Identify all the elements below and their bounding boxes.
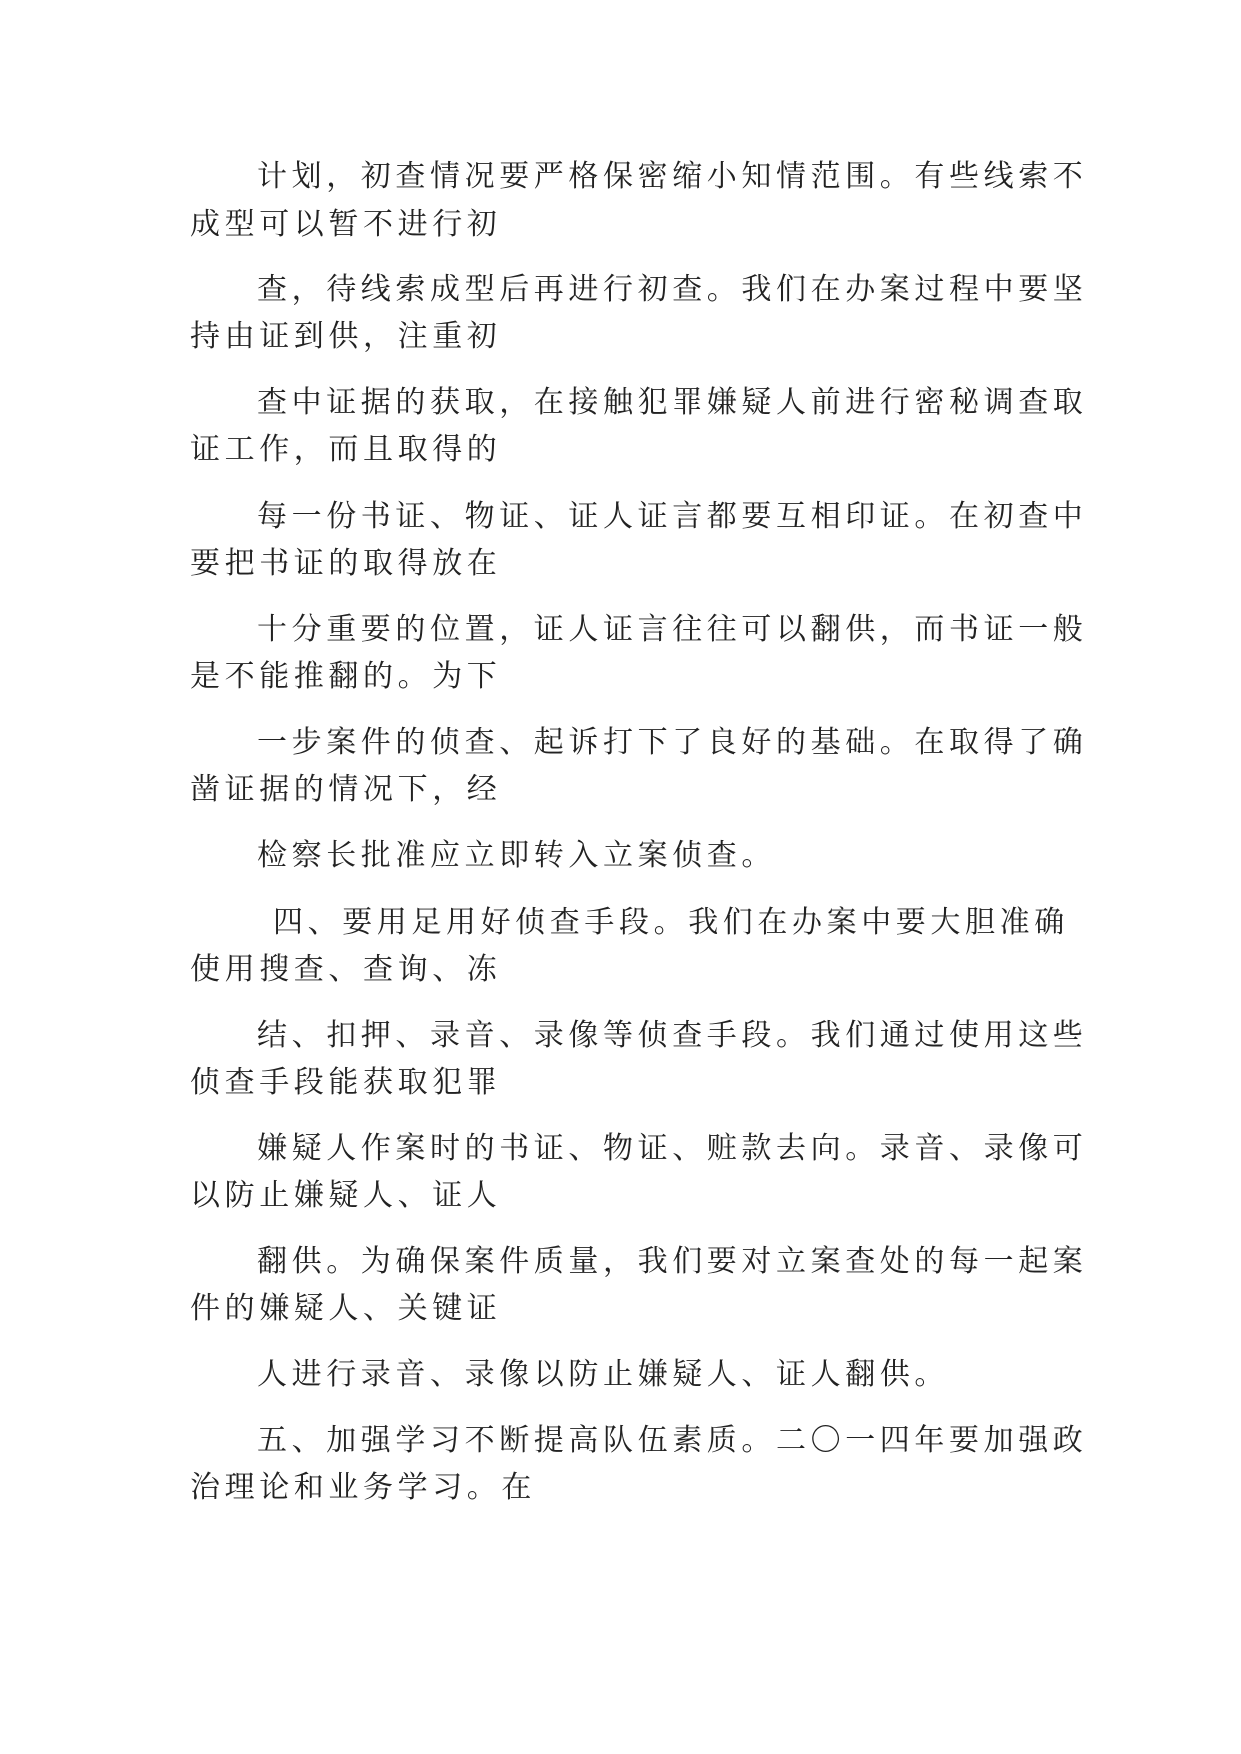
text-line: 查，待线索成型后再进行初查。我们在办案过程中要坚 [257,272,1088,307]
text-line: 成型可以暂不进行初 [190,207,502,242]
text-line: 治理论和业务学习。在 [190,1470,536,1505]
text-line: 以防止嫌疑人、证人 [190,1178,502,1213]
text-line: 翻供。为确保案件质量，我们要对立案查处的每一起案 [257,1244,1088,1279]
text-line: 一步案件的侦查、起诉打下了良好的基础。在取得了确 [257,725,1088,760]
text-line: 嫌疑人作案时的书证、物证、赃款去向。录音、录像可 [257,1131,1088,1166]
text-line: 查中证据的获取，在接触犯罪嫌疑人前进行密秘调查取 [257,385,1088,420]
text-line: 四、要用足用好侦查手段。我们在办案中要大胆准确 [273,905,1069,940]
text-line: 结、扣押、录音、录像等侦查手段。我们通过使用这些 [257,1018,1088,1053]
text-line: 是不能推翻的。为下 [190,659,502,694]
text-line: 五、加强学习不断提高队伍素质。二〇一四年要加强政 [257,1423,1088,1458]
text-line: 每一份书证、物证、证人证言都要互相印证。在初查中 [257,499,1088,534]
text-line: 证工作，而且取得的 [190,432,502,467]
text-line: 凿证据的情况下，经 [190,772,502,807]
text-line: 要把书证的取得放在 [190,546,502,581]
text-line: 使用搜查、查询、冻 [190,952,502,987]
text-line: 计划，初查情况要严格保密缩小知情范围。有些线索不 [257,159,1088,194]
text-line: 十分重要的位置，证人证言往往可以翻供，而书证一般 [257,612,1088,647]
text-line: 检察长批准应立即转入立案侦查。 [257,838,776,873]
text-line: 侦查手段能获取犯罪 [190,1065,502,1100]
text-line: 件的嫌疑人、关键证 [190,1291,502,1326]
text-line: 持由证到供，注重初 [190,319,502,354]
text-line: 人进行录音、录像以防止嫌疑人、证人翻供。 [257,1357,949,1392]
